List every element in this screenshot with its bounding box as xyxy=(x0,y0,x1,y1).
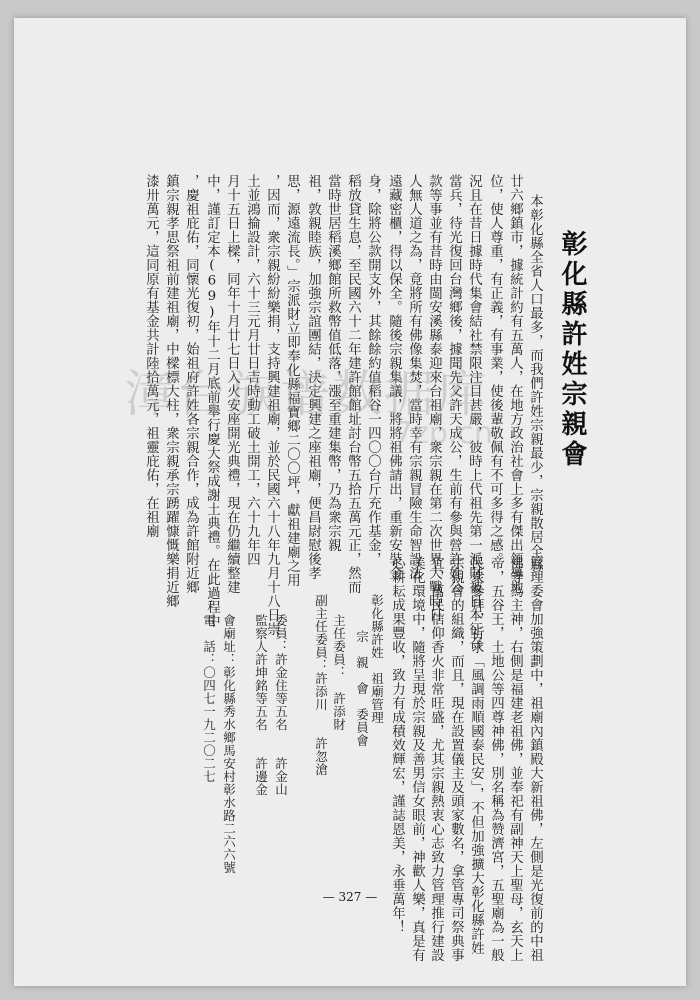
watermark-text: 漳台族谱数据库 xyxy=(124,365,488,423)
text-column: 中，謹訂定本(69)年十二月底前舉行慶大祭成謝土典禮。在此過程中 xyxy=(204,174,220,629)
text-column: 漆卅萬元，這同原有基金共計陸拾萬元，祖靈庇佑，在祖廟 xyxy=(143,174,159,538)
text-column: 本彰化縣全省人口最多，而我們許姓宗親最少，宗親散居全縣 xyxy=(527,194,543,572)
text-column: 帝，五谷王，土地公等四尊神佛，別名稱為赞濟宮，五聖廟為一般 xyxy=(488,556,504,962)
signature-phone: 電 話：〇四七一九二〇二七 xyxy=(201,614,217,783)
text-column: ，慶祖庇佑，同懷光復初，始祖府許姓各宗親合作，成為許館附近鄉 xyxy=(183,174,199,594)
signature-org-2: 宗 親 會 委員會 xyxy=(354,630,370,747)
watermark-url: 7zp.cn xyxy=(394,416,493,451)
signature-members: 委員：許金住等五名 許金山 xyxy=(273,614,289,796)
signature-address: 會廟址：彰化縣秀水鄉馬安村彰水路二六六號 xyxy=(221,614,237,874)
signature-org: 彰化縣許姓 祖廟管理 xyxy=(369,594,385,724)
document-page xyxy=(14,18,686,986)
text-column: 心耕耘成果豐收，致力有成積效輝宏，謹誌恩美，永垂萬年！ xyxy=(389,556,405,934)
text-column: 管理委會加強策劃中，祖廟內鎮殿大新祖佛，左側是光復前的中祖 xyxy=(527,556,543,962)
text-column: 身，除將公款開支外，其餘餘約值稻谷一四〇〇台斤充作基金， xyxy=(365,174,381,566)
text-column: 當時世居稻溪鄉館所救幣值低落，漲至重建集幣，乃為衆宗親 xyxy=(325,174,341,552)
text-column: 佛等為主神，右側是福建老祖佛，並奉祀有副神天上聖母，玄天上 xyxy=(507,556,523,962)
text-column: 月十五日上樑，同年十月廿七日入火安座開光典禮，現在仍繼續整建 xyxy=(224,174,240,594)
text-column: 宜，萬民信仰香火非常旺盛，尤其宗親熱衷心志致力管理推行建設 xyxy=(428,556,444,962)
text-column: 位，使人尊重，有正義，有事業，使後輩敬佩有不可多得之感。 xyxy=(487,174,503,566)
text-column: 鎮宗親孝思祭祖前建祖廟，中樑標大柱，衆宗親承宗踴躍慷慨樂捐近鄉 xyxy=(163,174,179,608)
text-column: 人無人道之為，竟將所有佛像集焚，當時幸有宗親冒險生命智設法 xyxy=(406,174,422,580)
text-column: ，因而，衆宗親紛紛樂捐，支持興建祖廟，並於民國六十八年九月十八日崇 xyxy=(264,174,280,636)
text-column: 稻放貸生息，至民國六十二年建許館館址討台幣五拾五萬元正，然而 xyxy=(345,174,361,594)
text-column: 宗親會的組織，而且，現在設置儀主及頭家數名，拿管專司祭典事 xyxy=(448,556,464,962)
page-title: 彰化縣許姓宗親會 xyxy=(557,230,587,470)
text-column: 廿六鄉鎮市，據統計約有五萬人，在地方政治社會上多有傑出領導地 xyxy=(507,174,523,594)
signature-chairman: 主任委員： 許添財 xyxy=(331,614,347,731)
page-number: — 327 — xyxy=(322,890,378,904)
signature-supervisor: 監察人許坤銘等五名 許邊金 xyxy=(253,614,269,796)
text-column: 祖，敦親睦族，加強宗誼團結，決定興建之座祖廟，便昌尉慰後孝 xyxy=(305,174,321,580)
text-column: 土並鴻掄設計，六十三元月廿日吉時動工破土開工，六十九年四 xyxy=(244,174,260,566)
text-column: 民衆參拜，祈求「風調雨順國泰民安」，不但加強擴大彰化縣許姓 xyxy=(468,556,484,956)
text-column: 思，源遠流長。」宗派財立即奉化縣福寶鄉二〇〇坪，獻祖建廟之用 xyxy=(284,174,300,588)
text-column: 況且在昔日據時代集會結社禁限注目甚嚴，彼時上代祖先第一派財被日本征召 xyxy=(466,174,482,650)
text-column: 美化環境中，隨將呈現於宗親及善男信女眼前，神歡人樂，真是有 xyxy=(409,556,425,962)
text-column: 當兵，待光復回台灣鄉後，據聞先父許天成公，生前有參與營許姓公 xyxy=(446,174,462,594)
signature-vice-chairman: 副主任委員：許添川 許忽滄 xyxy=(313,594,329,776)
text-column: 遠藏密櫃，得以保全。隨後宗親集議，將將祖佛請出，重新安裝金 xyxy=(386,174,402,580)
text-column: 款等事並有昔時由閩安溪縣泰迎來台祖廟，衆宗親在第二次世界大戰時日 xyxy=(426,174,442,622)
